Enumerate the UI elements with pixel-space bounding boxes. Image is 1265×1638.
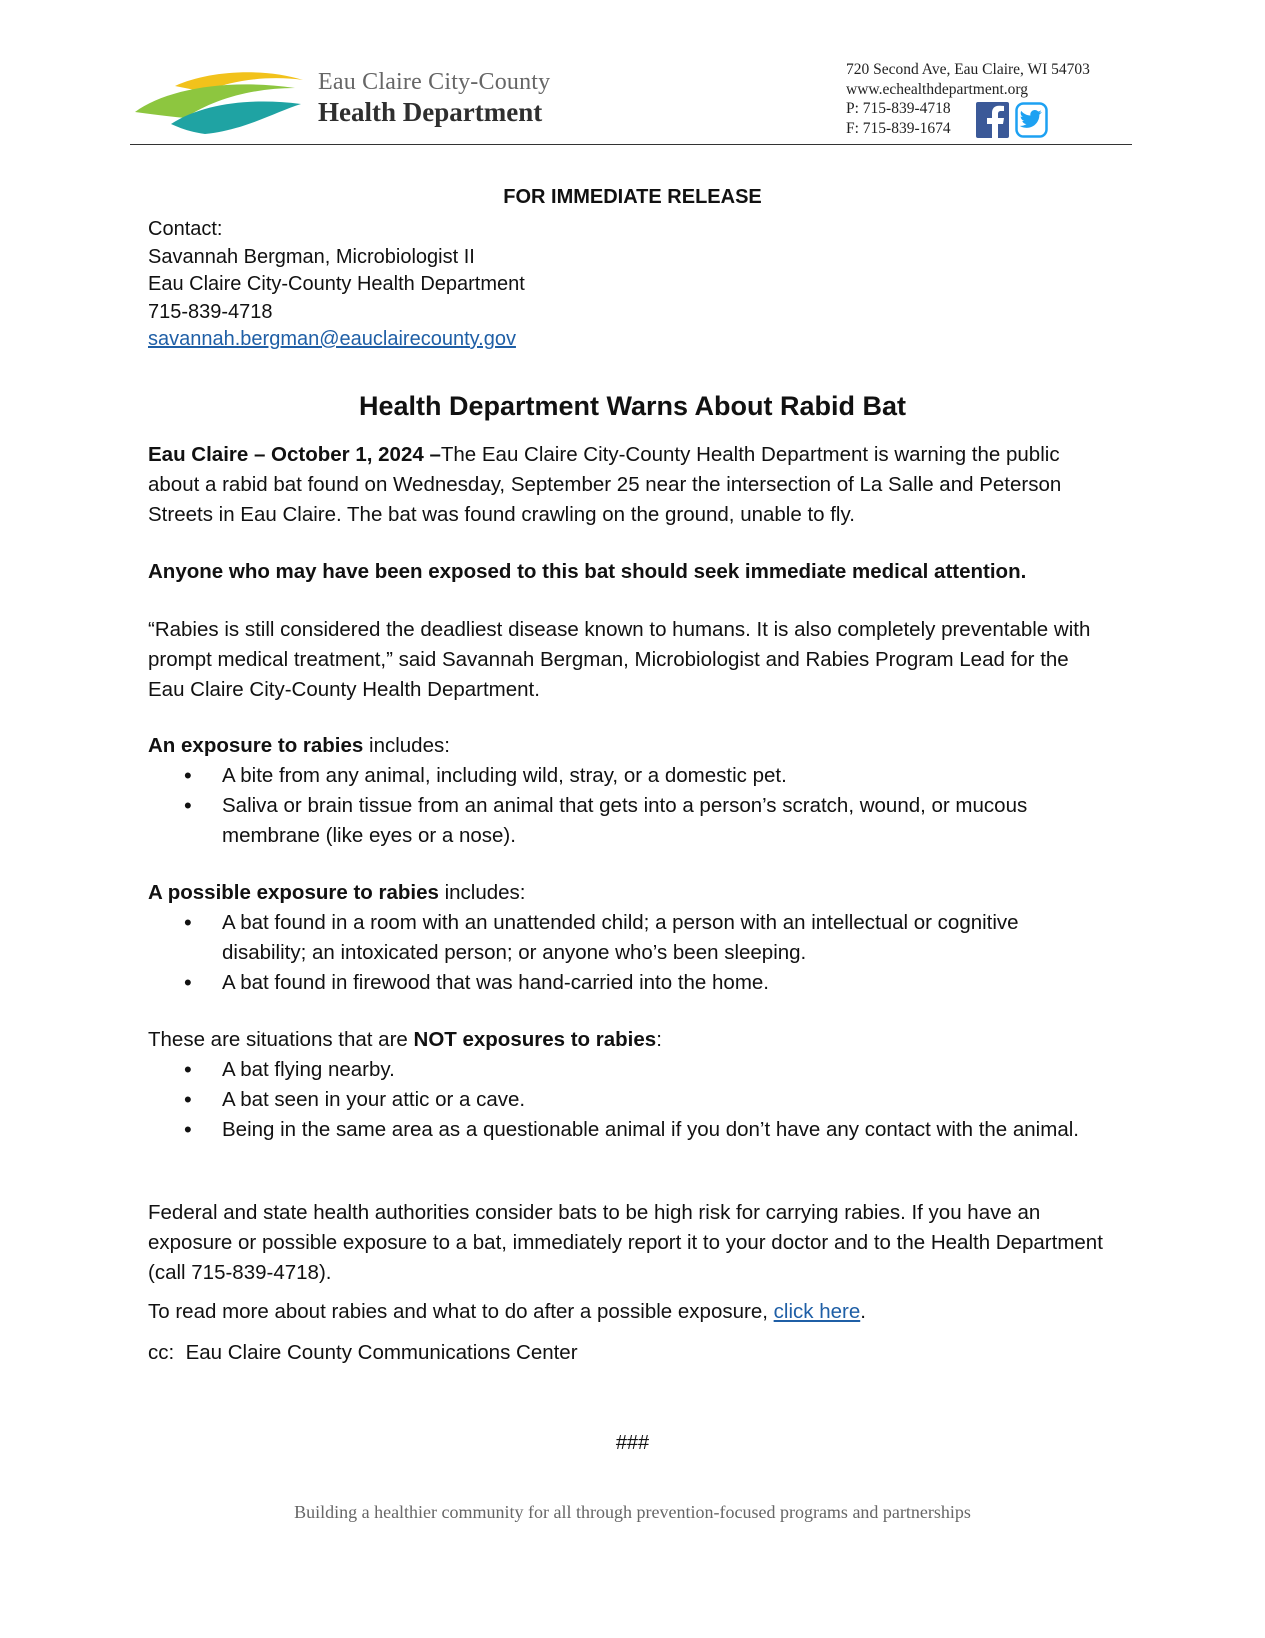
- not-exposure-lead-post: :: [656, 1028, 662, 1051]
- contact-phone: 715-839-4718: [148, 300, 273, 323]
- possible-exposure-lead-rest: includes:: [438, 881, 526, 904]
- not-exposure-lead-pre: These are situations that are: [148, 1028, 414, 1051]
- contact-org: Eau Claire City-County Health Department: [148, 273, 525, 295]
- intro-paragraph: [148, 440, 1108, 530]
- contact-label: Contact:: [148, 218, 223, 240]
- authorities-text: Federal and state health authorities consider bats to be high risk for carrying rabies. If you have an exposure or possible exposure to a bat, immediately report it to your doctor and to the Health Department (call 715-839-4718).: [148, 1201, 1103, 1284]
- list-item: • A bat seen in your attic or a cave.: [148, 1085, 1108, 1115]
- not-exposure-section: [148, 1025, 1108, 1145]
- exposure-section: [148, 731, 1108, 851]
- health-department-logo: [135, 68, 305, 140]
- possible-exposure-section: [148, 878, 1108, 998]
- authorities-paragraph: [148, 1198, 1108, 1288]
- social-links: [976, 102, 1048, 138]
- read-more-end: .: [860, 1300, 866, 1323]
- list-item: • A bite from any animal, including wild, stray, or a domestic pet.: [148, 761, 1108, 791]
- footer-tagline: Building a healthier community for all through prevention-focused programs and partnerships: [294, 1502, 971, 1522]
- exposure-lead-bold: An exposure to rabies: [148, 734, 364, 757]
- end-marker: ###: [615, 1432, 650, 1454]
- header-phone: P: 715-839-4718: [846, 100, 951, 117]
- urgent-notice: [148, 557, 1108, 587]
- cc-line: cc: Eau Claire County Communications Center: [148, 1341, 578, 1364]
- possible-exposure-lead-bold: A possible exposure to rabies: [148, 881, 439, 904]
- dateline: Eau Claire – October 1, 2024 –: [148, 443, 441, 466]
- contact-section: [148, 216, 525, 354]
- contact-email-link[interactable]: savannah.bergman@eauclairecounty.gov: [148, 328, 516, 350]
- urgent-text: Anyone who may have been exposed to this bat should seek immediate medical attention.: [148, 560, 1027, 583]
- header-address: 720 Second Ave, Eau Claire, WI 54703: [846, 61, 1090, 78]
- list-item: • A bat flying nearby.: [148, 1055, 1108, 1085]
- headline: Health Department Warns About Rabid Bat: [358, 391, 907, 421]
- exposure-lead-rest: includes:: [363, 734, 450, 757]
- not-exposure-lead-bold: NOT exposures to rabies: [413, 1028, 657, 1051]
- possible-exposure-list: [148, 908, 1108, 998]
- exposure-list: [148, 761, 1108, 851]
- release-label: FOR IMMEDIATE RELEASE: [503, 186, 762, 208]
- header-fax: F: 715-839-1674: [846, 119, 951, 137]
- list-item: • A bat found in firewood that was hand-carried into the home.: [148, 968, 1108, 998]
- org-name: [318, 68, 550, 128]
- twitter-icon[interactable]: [1015, 102, 1048, 138]
- list-item: • Being in the same area as a questionable animal if you don’t have any contact with the animal.: [148, 1115, 1108, 1145]
- read-more-text: To read more about rabies and what to do after a possible exposure,: [148, 1300, 774, 1323]
- org-name-line2: Health Department: [318, 97, 543, 127]
- header-contact-info: [846, 60, 1090, 138]
- quote-text: “Rabies is still considered the deadliest disease known to humans. It is also completely preventable with prompt medical treatment,” said Savannah Bergman, Microbiologist and Rabies Program Lead for the Eau Claire City-County Health Department.: [148, 618, 1091, 701]
- quote-paragraph: [148, 615, 1108, 705]
- header-divider: [130, 144, 1132, 145]
- contact-name: Savannah Bergman, Microbiologist II: [148, 245, 475, 268]
- list-item: • A bat found in a room with an unattended child; a person with an intellectual or cognitive disability; an intoxicated person; or anyone who’s been sleeping.: [148, 908, 1108, 968]
- org-name-line1: Eau Claire City-County: [318, 69, 551, 95]
- facebook-icon[interactable]: [976, 102, 1009, 138]
- intro-text: The Eau Claire City-County Health Department is warning the public about a rabid bat found on Wednesday, September 25 near the intersection of La Salle and Peterson Streets in Eau Claire. The bat was found crawling on the ground, unable to fly.: [148, 443, 1062, 526]
- not-exposure-list: [148, 1055, 1108, 1145]
- read-more-paragraph: [148, 1297, 1108, 1327]
- header-website[interactable]: www.echealthdepartment.org: [846, 80, 1029, 98]
- click-here-link[interactable]: click here: [773, 1300, 861, 1323]
- list-item: • Saliva or brain tissue from an animal that gets into a person’s scratch, wound, or mucous membrane (like eyes or a nose).: [148, 791, 1108, 851]
